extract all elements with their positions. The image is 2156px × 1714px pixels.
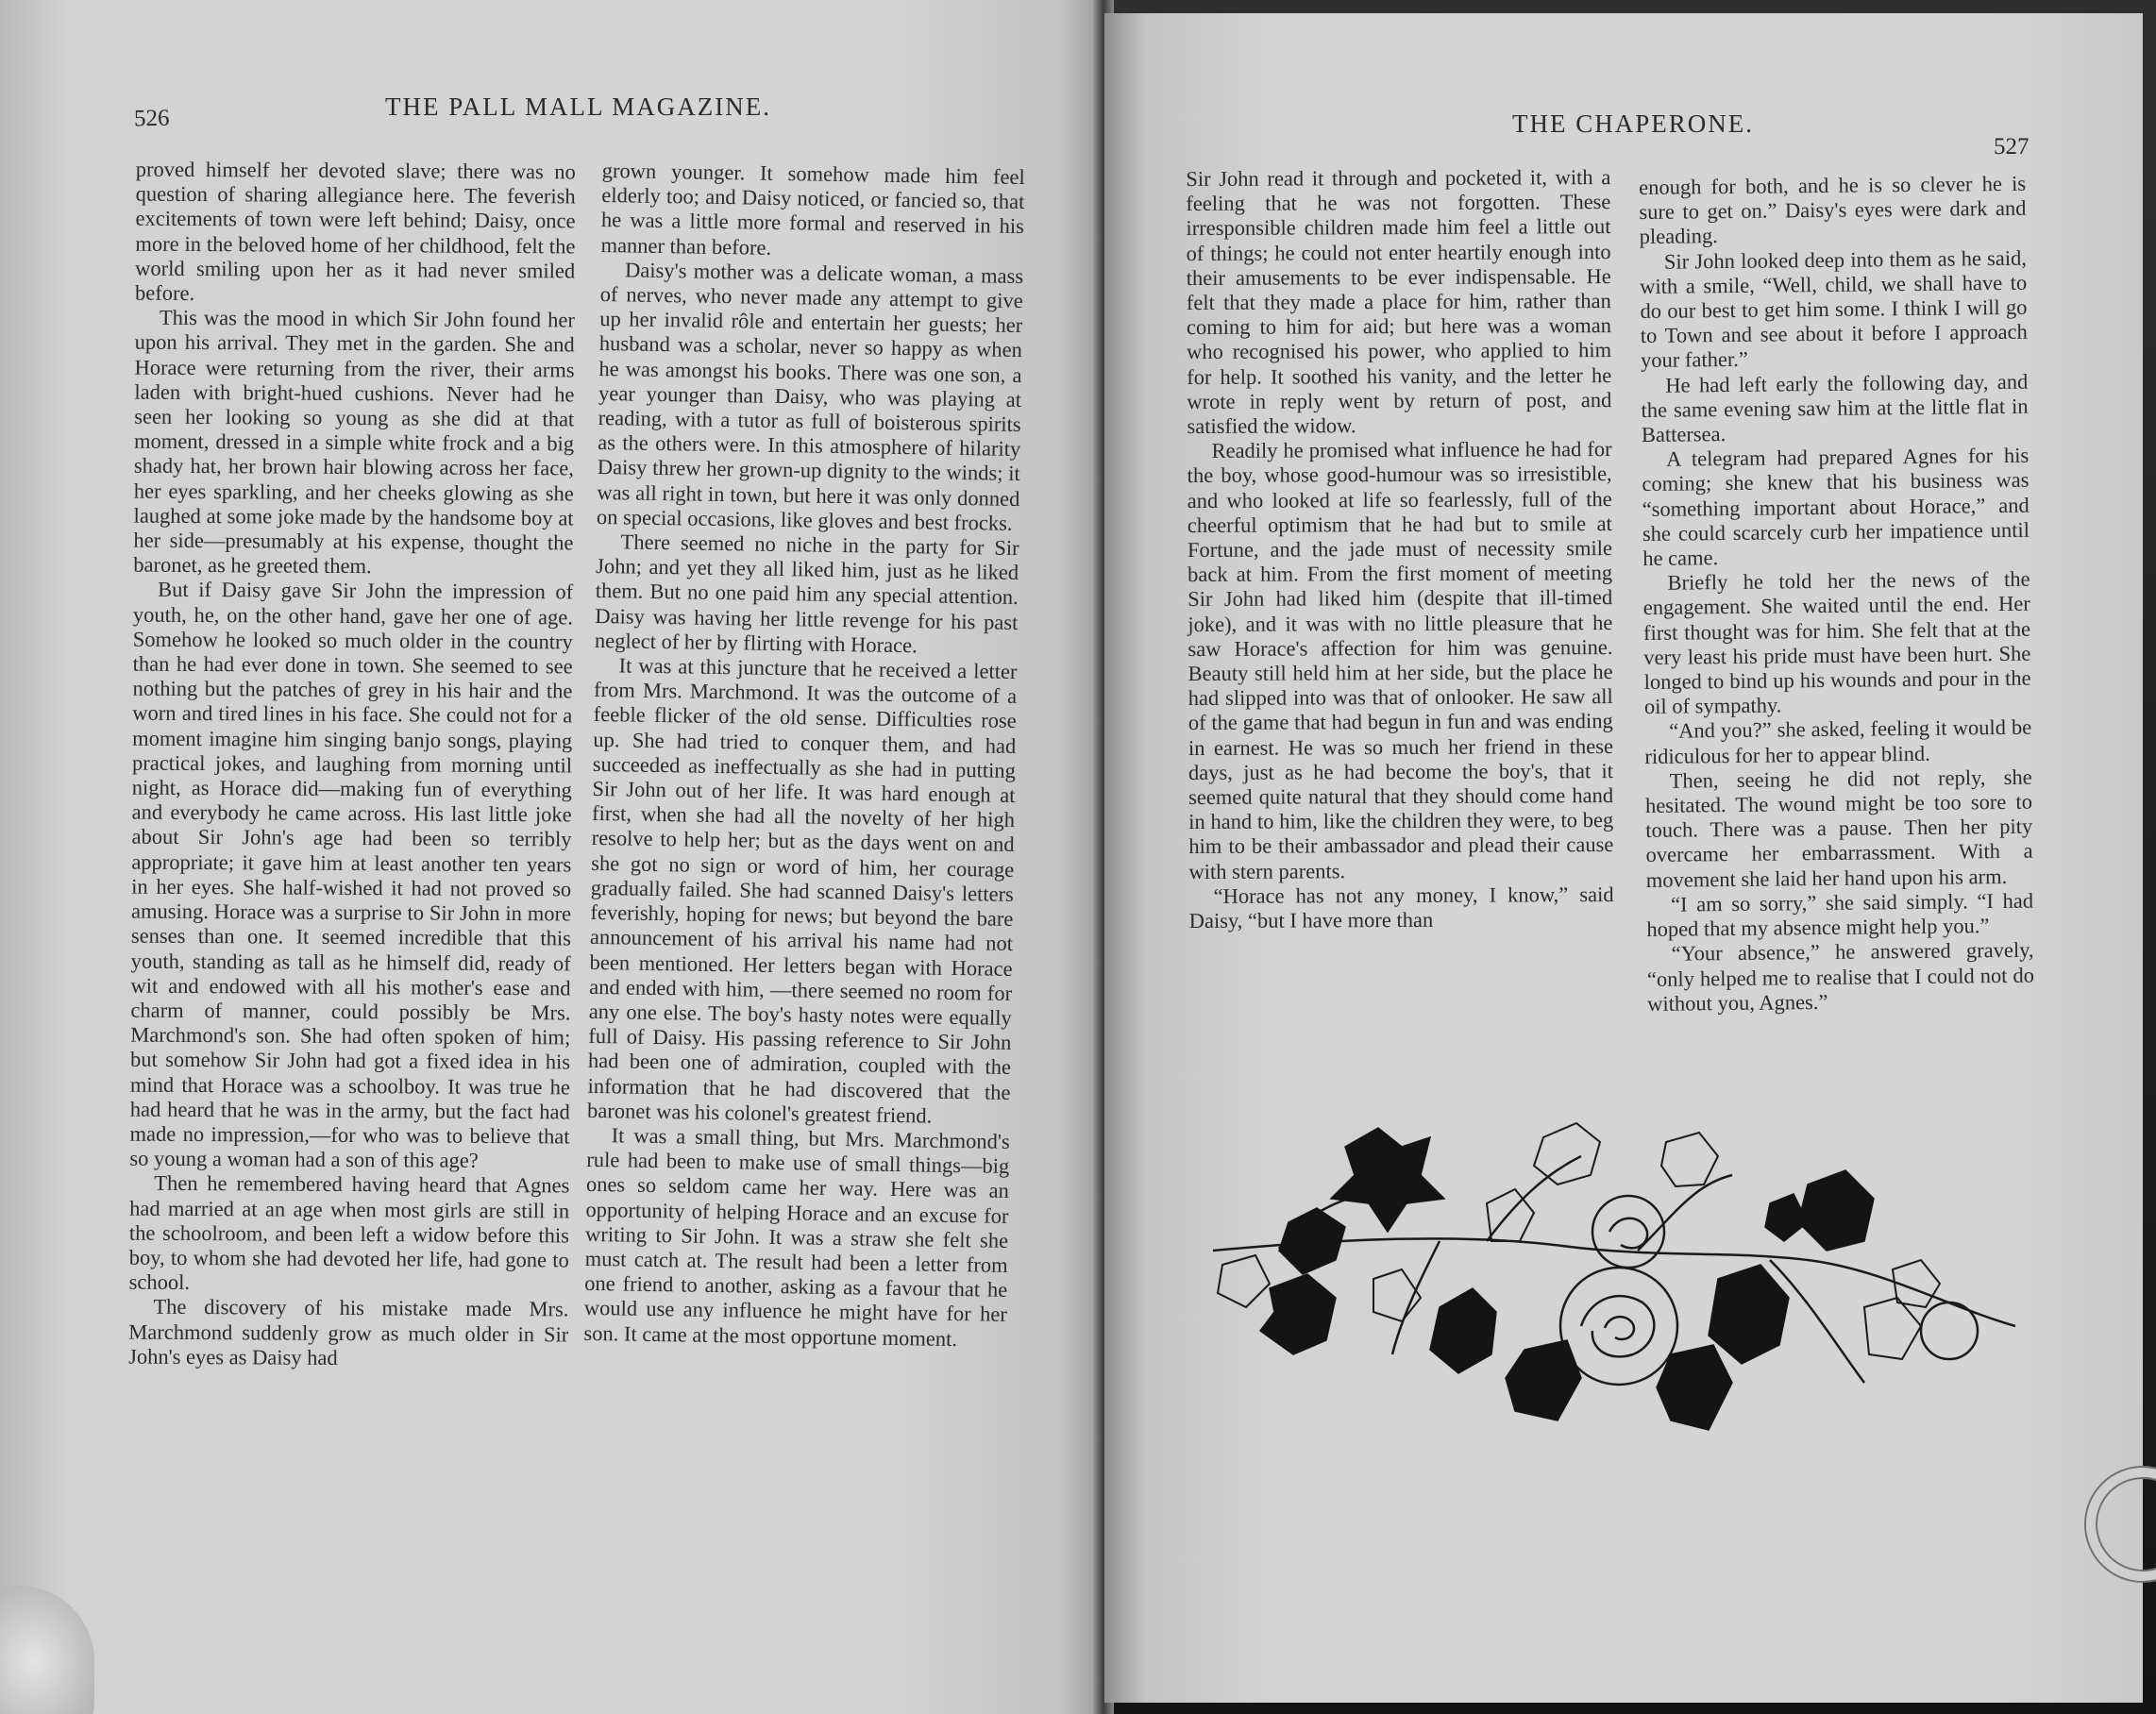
ivy-rose-ornament-icon [1204, 1118, 2025, 1468]
left-column-1 [128, 158, 576, 1372]
paragraph: enough for both, and he is so clever he is sure to get on.” Daisy's eyes were dark and pleading. [1639, 171, 2027, 249]
paragraph: Then he remembered having heard that Agnes had married at an age when most girls are still in the schoolroom, and been left a widow before this boy, to whom she had devoted her life, had gone to school. [128, 1171, 570, 1295]
paragraph: Readily he promised what influence he had for the boy, whose good-humour was so irresistible, and who looked at life so fearlessly, full of the cheerful optimism that he had but to smile at Fortune, and the jade must of necessity smile back at him. From the first moment of meeting Sir John had liked him (despite that ill-timed joke), and it was with no little pleasure that he saw Horace's affection for him was genuine. Beauty still held him at her side, but the place he had slipped into was that of onlooker. He saw all of the game that had begun in fun and was ending in earnest. He was so much her friend in these days, just as he had become the boy's, that it seemed quite natural that they should come hand in hand to him, like the children they were, to beg him to be their ambassador and plead their cause with stern parents. [1187, 437, 1614, 883]
paragraph: “I am so sorry,” she said simply. “I had hoped that my absence might help you.” [1646, 888, 2034, 942]
right-running-head: THE CHAPERONE. [1512, 109, 1754, 138]
paragraph: There seemed no niche in the party for Sir John; and yet they all liked him, just as he liked them. But no one paid him any special attention. Daisy was having her little revenge for his past neglect of her by flirting with Horace. [594, 529, 1019, 658]
right-column-2 [1639, 172, 2034, 1017]
paragraph: “And you?” she asked, feeling it would be ridiculous for her to appear blind. [1644, 715, 2032, 768]
paragraph: It was at this juncture that he received a letter from Mrs. Marchmond. It was the outcome of a feeble flicker of the old sense. Difficulties rose up. She had tried to conquer them, and had succeeded as ineffectually as she had in putting Sir John out of her life. It was hard enough at first, when she had all the novelty of her high resolve to help her; but as the days went on and she got no sign or word of him, her courage gradually failed. She had scanned Daisy's letters feverishly, hoping for news; but beyond the bare announcement of his arrival his name had not been mentioned. Her letters began with Horace and ended with him, —there seemed no room for any one else. The boy's hasty notes were equally full of Daisy. His passing reference to Sir John had been one of admiration, coupled with the information that he had discovered that the baronet was his colonel's greatest friend. [586, 653, 1018, 1128]
paragraph: Briefly he told her the news of the engagement. She waited until the end. Her first thought was for him. She felt that at the very least his pride must have been hurt. She longed to bind up his wounds and pour in the oil of sympathy. [1642, 566, 2031, 719]
paragraph: This was the mood in which Sir John found her upon his arrival. They met in the garden. She and Horace were returning from the river, their arms laden with bright-hued cushions. Never had he seen her looking so young as she did at that moment, dressed in a simple white frock and a big shady hat, her brown hair blowing across her face, her eyes sparkling, and her cheeks glowing as she laughed at some joke made by the handsome boy at her side—presumably at his expense, thought the baronet, as he greeted them. [133, 305, 575, 579]
paragraph: Daisy's mother was a delicate woman, a mass of nerves, who never made any attempt to give up her invalid rôle and entertain her guests; her husband was a scholar, never so happy as when he was amongst his books. There was one son, a year younger than Daisy, who was playing at reading, with a tutor as full of boisterous spirits as the others were. In this atmosphere of hilarity Daisy threw her grown-up dignity to the winds; it was all right in town, but here it was only donned on special occasions, like gloves and best frocks. [596, 258, 1024, 535]
paragraph: “Your absence,” he answered gravely, “only helped me to realise that I could not do without you, Agnes.” [1646, 937, 2035, 1016]
paragraph: Sir John read it through and pocketed it, with a feeling that he was not forgotten. These irresponsible children made him feel a little out of things; he could not enter heartily enough into their amusements to be ever indispensable. He felt that they made a place for him, rather than coming to him for aid; but here was a woman who recognised his power, who applied to him for help. It soothed his vanity, and the letter he wrote in reply went by return of post, and satisfied the widow. [1186, 165, 1612, 439]
left-column-2 [583, 159, 1025, 1353]
paragraph: But if Daisy gave Sir John the impression of youth, he, on the other hand, gave her one of age. Somehow he looked so much older in the country than he had ever done in town. She seemed to see nothing but the patches of grey in his hair and the worn and tired lines in his face. She could not for a moment imagine him singing banjo songs, playing practical jokes, and laughing from morning until night, as Horace did—making fun of everything and everybody he came across. His last little joke about Sir John's age had been so terribly appropriate; it gave him at least another ten years in her eyes. She half-wished it had not proved so amusing. Horace was a surprise to Sir John in more senses than one. It seemed incredible that this youth, standing as tall as he himself did, ready of wit and endowed with all his mother's ease and charm of manner, could possibly be Mrs. Marchmond's son. She had often spoken of him; but somehow Sir John had got a fixed idea in his mind that Horace was a schoolboy. It was true he had heard that he was in the army, but the fact had made no impression,—for who was to believe that so young a woman had a son of this age? [129, 578, 574, 1172]
paragraph: He had left early the following day, and the same evening saw him at the little flat in Battersea. [1641, 369, 2029, 447]
paragraph: proved himself her devoted slave; there was no question of sharing allegiance here. The feverish excitements of town were left behind; Daisy, once more in the beloved home of her childhood, felt the world smiling upon her as it had never smiled before. [134, 157, 576, 305]
left-running-head: THE PALL MALL MAGAZINE. [385, 92, 771, 121]
paragraph: The discovery of his mistake made Mrs. Marchmond suddenly grow as much older in Sir John's eyes as Daisy had [128, 1295, 569, 1370]
right-page-number: 527 [1994, 134, 2030, 160]
paragraph: A telegram had prepared Agnes for his coming; she knew that his business was “something important about Horace,” and she could scarcely curb her impatience until he came. [1642, 443, 2030, 571]
paragraph: Then, seeing he did not reply, she hesitated. The wound might be too sore to touch. There was a pause. Then her pity overcame her embarrassment. With a movement she laid her hand upon his arm. [1644, 765, 2033, 892]
right-column-1 [1186, 165, 1614, 933]
paragraph: Sir John looked deep into them as he said, with a smile, “Well, child, we shall have to do our best to get him some. I think I will go to Town and see about it before I approach your father.” [1640, 245, 2028, 373]
paragraph: “Horace has not any money, I know,” said Daisy, “but I have more than [1188, 882, 1614, 933]
left-page-number: 526 [133, 105, 170, 132]
paragraph: It was a small thing, but Mrs. Marchmond's rule had been to make use of small things—big ones so seldom came her way. Here was an opportunity of helping Horace and an excuse for writing to Sir John. It was a straw she felt she must catch at. The result had been a letter from one friend to another, asking as a favour that he would use any influence he might have for her son. It came at the most opportune moment. [583, 1123, 1010, 1351]
paragraph: grown younger. It somehow made him feel elderly too; and Daisy noticed, or fancied so, that he was a little more formal and reserved in his manner than before. [600, 159, 1025, 260]
